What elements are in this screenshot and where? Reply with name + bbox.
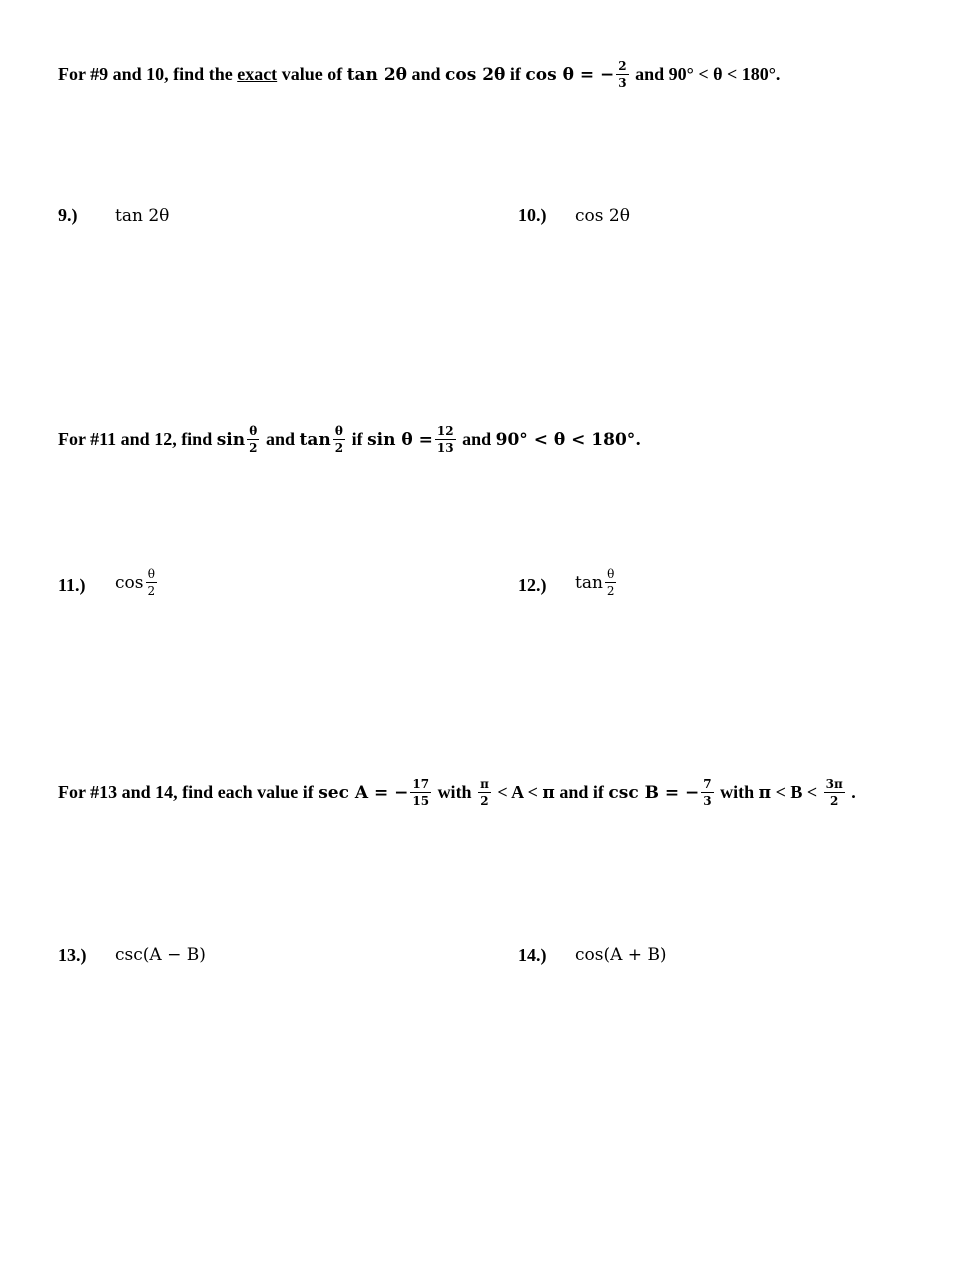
question-11-expression	[115, 568, 159, 597]
fraction-12-13	[435, 425, 456, 454]
fraction-denominator: 15	[412, 794, 430, 808]
question-10-number: 10.)	[518, 205, 547, 225]
fraction-denominator: 3	[703, 794, 712, 808]
fraction-denominator: 2	[480, 794, 489, 808]
fraction-denominator: 2	[606, 584, 615, 598]
question-11-number: 11.)	[58, 575, 86, 595]
fraction-theta-over-2	[247, 425, 259, 454]
fraction-theta-over-2	[145, 568, 157, 597]
instruction-11-12	[58, 425, 641, 454]
math-cos-2theta: cos 2θ	[445, 64, 506, 85]
question-9-expression: tan 2θ	[115, 206, 170, 226]
fraction-denominator: 13	[436, 441, 454, 455]
fraction-numerator: θ	[607, 567, 615, 581]
question-10-expression: cos 2θ	[575, 206, 630, 226]
math-cos-theta: cos θ = −	[525, 64, 615, 85]
instruction-text: For #9 and 10, find the	[58, 64, 238, 84]
instruction-text: < B <	[771, 782, 822, 802]
question-9-number: 9.)	[58, 205, 78, 225]
question-14-number: 14.)	[518, 945, 547, 965]
instruction-text: with	[433, 782, 477, 802]
question-12-expression	[575, 568, 619, 597]
fraction-numerator: θ	[249, 424, 258, 438]
fraction-numerator: 12	[436, 424, 454, 438]
fraction-7-3	[701, 778, 713, 807]
fraction-denominator: 2	[830, 794, 839, 808]
fraction-numerator: 7	[703, 777, 712, 791]
fraction-two-thirds	[616, 60, 628, 89]
instruction-text: .	[846, 782, 856, 802]
emphasis-exact: exact	[237, 64, 278, 84]
instruction-text: and	[261, 429, 300, 449]
instruction-text: and	[407, 64, 446, 84]
instruction-text: and if	[554, 782, 609, 802]
instruction-text: For #11 and 12, find	[58, 429, 217, 449]
instruction-13-14	[58, 778, 856, 807]
fraction-3pi-over-2	[824, 778, 845, 807]
instruction-text: < A <	[492, 782, 543, 802]
fraction-numerator: θ	[334, 424, 343, 438]
fraction-theta-over-2	[605, 568, 617, 597]
instruction-text: and 90° < θ < 180°.	[630, 64, 781, 84]
math-pi: π	[758, 782, 772, 803]
math-sin-theta: sin θ =	[367, 429, 433, 450]
fraction-numerator: 17	[412, 777, 430, 791]
fraction-numerator: π	[480, 777, 489, 791]
math-pi: π	[542, 782, 555, 803]
math-tan: tan	[575, 572, 603, 593]
fraction-numerator: 3π	[825, 777, 843, 791]
math-tan-2theta: tan 2θ	[346, 64, 408, 85]
instruction-text: if	[505, 64, 526, 84]
math-range: 90° < θ < 180°.	[495, 429, 642, 450]
fraction-denominator: 2	[147, 584, 156, 598]
fraction-numerator: 2	[618, 59, 627, 73]
fraction-theta-over-2	[333, 425, 345, 454]
question-14-expression: cos(A + B)	[575, 945, 667, 965]
instruction-text: value of	[277, 64, 347, 84]
fraction-denominator: 3	[618, 76, 627, 90]
fraction-pi-over-2	[478, 778, 491, 807]
instruction-text: if	[347, 429, 368, 449]
instruction-text: with	[715, 782, 759, 802]
instruction-text: For #13 and 14, find each value if	[58, 782, 319, 802]
instruction-9-10	[58, 60, 780, 89]
math-tan: tan	[299, 429, 331, 450]
fraction-denominator: 2	[249, 441, 258, 455]
question-12-number: 12.)	[518, 575, 547, 595]
math-sin: sin	[216, 429, 246, 450]
fraction-denominator: 2	[334, 441, 344, 455]
question-13-number: 13.)	[58, 945, 87, 965]
instruction-text: and	[457, 429, 496, 449]
math-cos: cos	[115, 572, 144, 593]
math-csc-b: csc B = −	[608, 782, 700, 803]
math-sec-a: sec A = −	[318, 782, 409, 803]
fraction-17-15	[410, 778, 431, 807]
question-13-expression: csc(A − B)	[115, 945, 206, 965]
fraction-numerator: θ	[147, 567, 155, 581]
